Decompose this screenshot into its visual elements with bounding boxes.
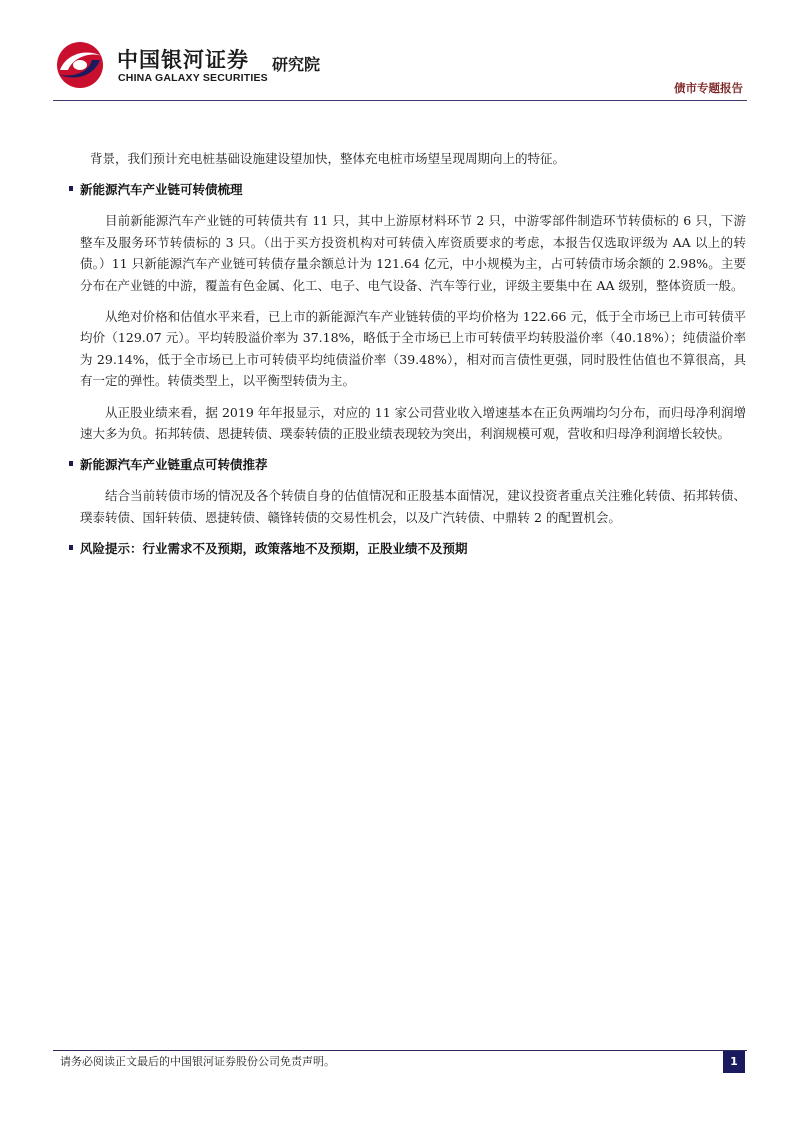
intro-continuation: 背景，我们预计充电桩基础设施建设望加快，整体充电桩市场望呈现周期向上的特征。 (90, 151, 566, 166)
brand-name-cn: 中国银河证券 (117, 48, 249, 72)
page-header (0, 0, 800, 110)
footer-divider (53, 1050, 747, 1051)
header-divider (53, 100, 747, 101)
report-body (80, 148, 746, 569)
paragraph-valuation: 从绝对价格和估值水平来看，已上市的新能源汽车产业链转债的平均价格为 122.66 元，低于全市场已上市可转债平均价（129.07 元）。平均转股溢价率为 37.18%，略低于全市场已上市可转债平均转股溢价率（40.18%）；纯债溢价率为 29.14%，低于全市场已上市可转债平均纯债溢价率（39.48%），相对而言债性更强，同时股性估值也不算很高，具有一定的弹性。转债类型上，以平衡型转债为主。 (80, 309, 746, 389)
risk-warning (80, 538, 746, 559)
report-type-label: 债市专题报告 (674, 81, 743, 95)
page-number: 1 (723, 1051, 745, 1073)
galaxy-logo-icon (52, 40, 108, 90)
paragraph-chain-overview: 目前新能源汽车产业链的可转债共有 11 只，其中上游原材料环节 2 只，中游零部件制造环节转债标的 6 只，下游整车及服务环节转债标的 3 只。（出于买方投资机构对可转债入库资质要求的考虑，本报告仅选取评级为 AA 以上的转债。）11 只新能源汽车产业链可转债存量余额总计为 121.64 亿元，中小规模为主，占可转债市场余额的 2.98%。主要分布在产业链的中游，覆盖有色金属、化工、电子、电气设备、汽车等行业，评级主要集中在 AA 级别，整体资质一般。 (80, 213, 746, 293)
bullet-icon (69, 186, 73, 191)
section-heading-chain-review (80, 179, 746, 200)
section-heading-recommendations (80, 454, 746, 475)
risk-warning-text: 风险提示：行业需求不及预期，政策落地不及预期，正股业绩不及预期 (80, 541, 468, 557)
footer-disclaimer: 请务必阅读正文最后的中国银河证券股份公司免责声明。 (60, 1055, 335, 1068)
brand-institute: 研究院 (272, 55, 321, 74)
bullet-icon (69, 461, 73, 466)
paragraph-recommendations: 结合当前转债市场的情况及各个转债自身的估值情况和正股基本面情况，建议投资者重点关注雅化转债、拓邦转债、璞泰转债、国轩转债、恩捷转债、赣锋转债的交易性机会，以及广汽转债、中鼎转 2 的配置机会。 (80, 488, 746, 525)
bullet-icon (69, 545, 73, 550)
section-heading-text: 新能源汽车产业链可转债梳理 (80, 182, 243, 198)
section-heading-text: 新能源汽车产业链重点可转债推荐 (80, 457, 268, 473)
brand-name-en: CHINA GALAXY SECURITIES (118, 72, 268, 84)
paragraph-earnings: 从正股业绩来看，据 2019 年年报显示，对应的 11 家公司营业收入增速基本在正负两端均匀分布，而归母净利润增速大多为负。拓邦转债、恩捷转债、璞泰转债的正股业绩表现较为突出，利润规模可观，营收和归母净利润增长较快。 (80, 404, 746, 442)
